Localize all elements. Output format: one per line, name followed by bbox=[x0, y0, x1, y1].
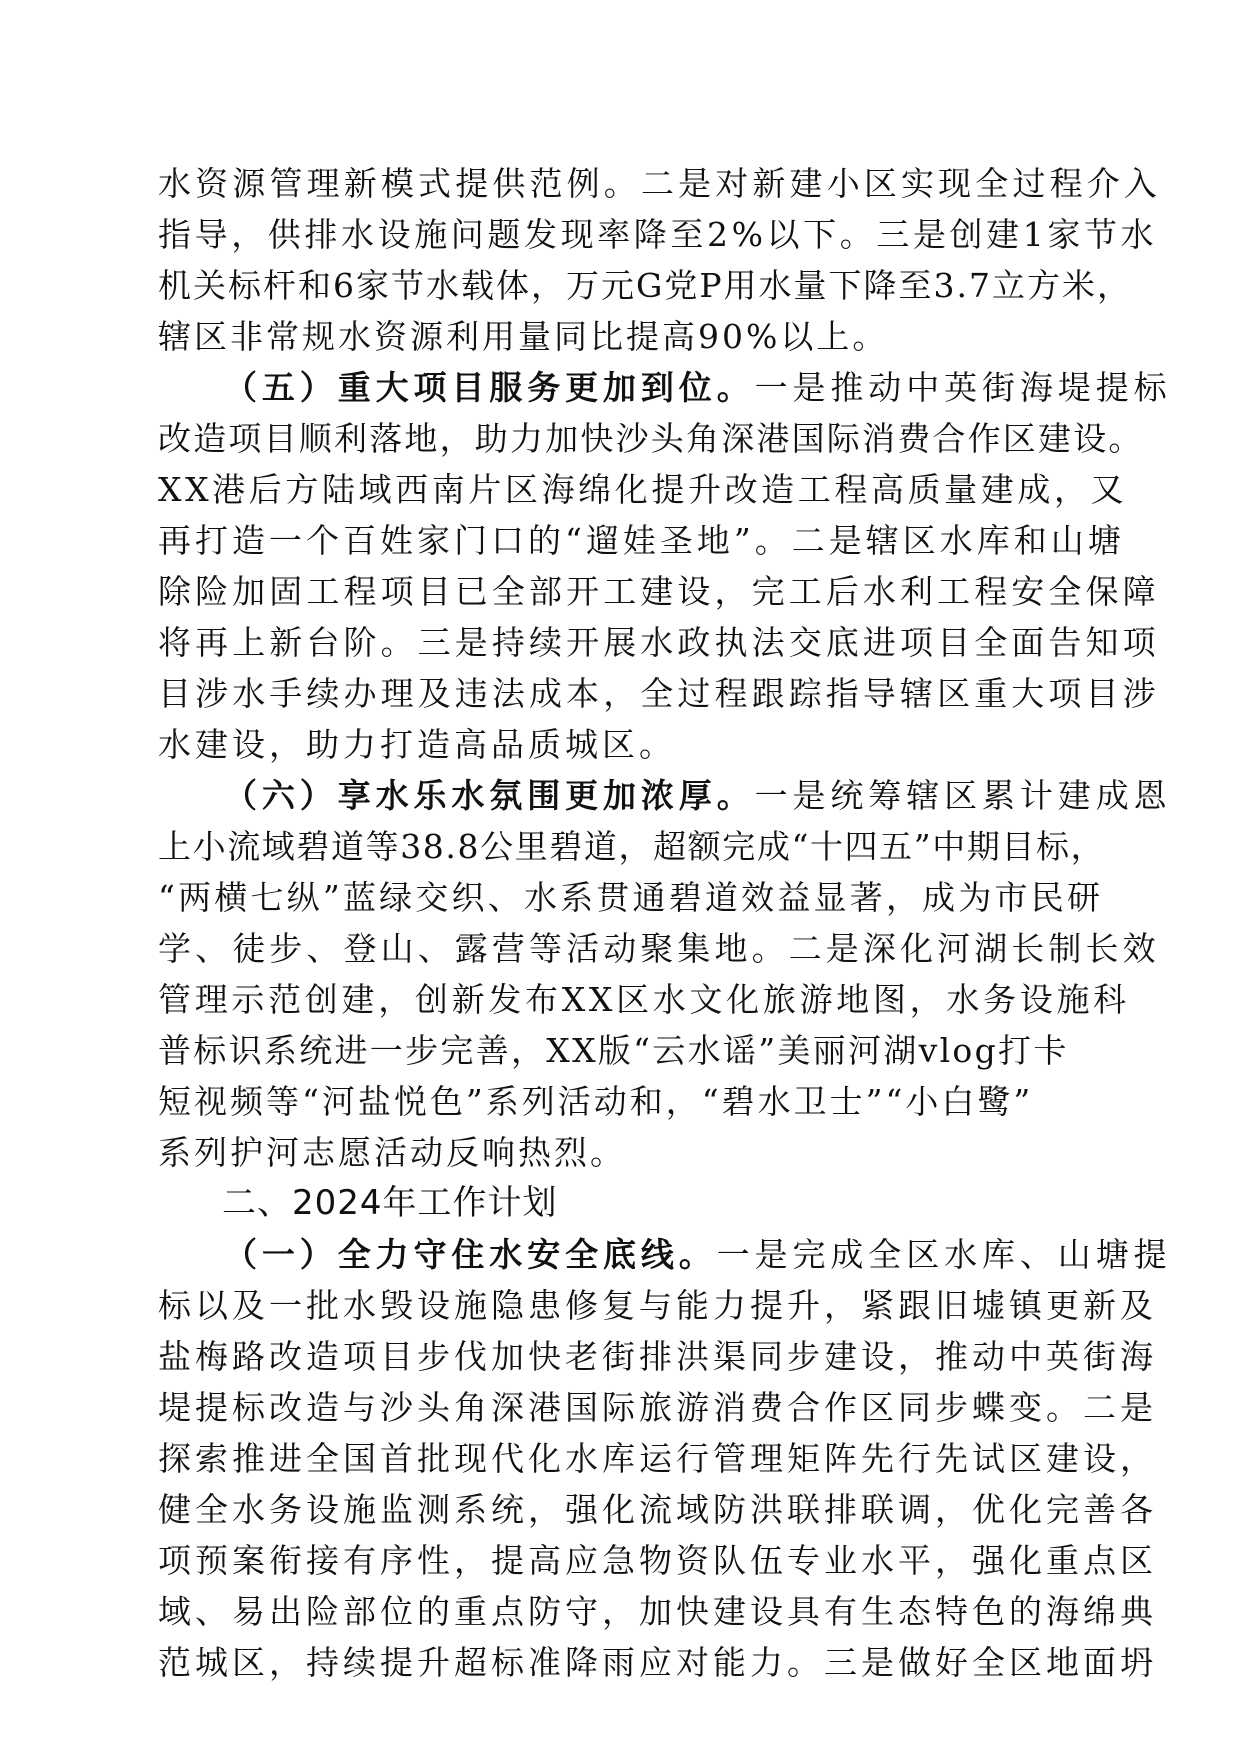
paragraph-2-line-4 bbox=[0, 515, 1240, 566]
line-text-rest: 一是统筹辖区累计建成恩 bbox=[754, 776, 1172, 815]
paragraph-3-line-4 bbox=[0, 923, 1240, 974]
line-text: 健全水务设施监测系统，强化流域防洪联排联调，优化完善各 bbox=[158, 1490, 1157, 1529]
heading-text: 二、2024年工作计划 bbox=[222, 1183, 558, 1223]
paragraph-4-line-6 bbox=[0, 1484, 1240, 1535]
line-text: 机关标杆和6家节水载体，万元G党P用水量下降至3.7立方米， bbox=[158, 266, 1133, 305]
line-text: 探索推进全国首批现代化水库运行管理矩阵先行先试区建设， bbox=[158, 1439, 1157, 1478]
line-text: 改造项目顺利落地，助力加快沙头角深港国际消费合作区建设。 bbox=[158, 419, 1144, 458]
section-heading bbox=[0, 1178, 1240, 1229]
line-text: XX港后方陆域西南片区海绵化提升改造工程高质量建成，又 bbox=[158, 470, 1128, 509]
paragraph-4-line-2 bbox=[0, 1280, 1240, 1331]
paragraph-3-line-7 bbox=[0, 1076, 1240, 1127]
paragraph-1-line-2 bbox=[0, 209, 1240, 260]
line-text: 盐梅路改造项目步伐加快老街排洪渠同步建设，推动中英街海 bbox=[158, 1337, 1157, 1376]
paragraph-4-line-1 bbox=[0, 1229, 1240, 1280]
paragraph-1-line-4 bbox=[0, 311, 1240, 362]
paragraph-1-line-1 bbox=[0, 158, 1240, 209]
line-text: 再打造一个百姓家门口的“遛娃圣地”。二是辖区水库和山塘 bbox=[158, 521, 1125, 560]
paragraph-3-line-3 bbox=[0, 872, 1240, 923]
paragraph-3-line-8 bbox=[0, 1127, 1240, 1178]
paragraph-4-line-5 bbox=[0, 1433, 1240, 1484]
line-text: 域、易出险部位的重点防守，加快建设具有生态特色的海绵典 bbox=[158, 1592, 1157, 1631]
line-text: 管理示范创建，创新发布XX区水文化旅游地图，水务设施科 bbox=[158, 980, 1130, 1019]
paragraph-2-line-1 bbox=[0, 362, 1240, 413]
line-text: 辖区非常规水资源利用量同比提高90%以上。 bbox=[158, 317, 889, 356]
line-text: 水资源管理新模式提供范例。二是对新建小区实现全过程介入 bbox=[158, 164, 1162, 203]
paragraph-2-line-2 bbox=[0, 413, 1240, 464]
paragraph-2-line-6 bbox=[0, 617, 1240, 668]
paragraph-lead: （五）重大项目服务更加到位。 bbox=[224, 368, 755, 407]
line-text: 将再上新台阶。三是持续开展水政执法交底进项目全面告知项 bbox=[158, 623, 1160, 662]
line-text: 学、徒步、登山、露营等活动聚集地。二是深化河湖长制长效 bbox=[158, 929, 1160, 968]
line-text: 堤提标改造与沙头角深港国际旅游消费合作区同步蝶变。二是 bbox=[158, 1388, 1157, 1427]
line-text bbox=[224, 1229, 1172, 1280]
line-text: 目涉水手续办理及违法成本，全过程跟踪指导辖区重大项目涉 bbox=[158, 674, 1160, 713]
line-text bbox=[224, 770, 1172, 821]
line-text: 系列护河志愿活动反响热烈。 bbox=[158, 1133, 626, 1172]
line-text: 项预案衔接有序性，提高应急物资队伍专业水平，强化重点区 bbox=[158, 1541, 1157, 1580]
paragraph-2-line-7 bbox=[0, 668, 1240, 719]
line-text: 指导，供排水设施问题发现率降至2%以下。三是创建1家节水 bbox=[158, 215, 1158, 254]
paragraph-4-line-4 bbox=[0, 1382, 1240, 1433]
line-text: 水建设，助力打造高品质城区。 bbox=[158, 725, 676, 764]
paragraph-4-line-9 bbox=[0, 1637, 1240, 1688]
line-text: “两横七纵”蓝绿交织、水系贯通碧道效益显著，成为市民研 bbox=[158, 878, 1104, 917]
line-text bbox=[224, 362, 1172, 413]
line-text: 范城区，持续提升超标准降雨应对能力。三是做好全区地面坍 bbox=[158, 1643, 1157, 1682]
paragraph-2-line-8 bbox=[0, 719, 1240, 770]
paragraph-1-line-3 bbox=[0, 260, 1240, 311]
line-text: 普标识系统进一步完善，XX版“云水谣”美丽河湖vlog打卡 bbox=[158, 1031, 1069, 1070]
paragraph-3-line-5 bbox=[0, 974, 1240, 1025]
paragraph-4-line-8 bbox=[0, 1586, 1240, 1637]
paragraph-lead: （一）全力守住水安全底线。 bbox=[224, 1235, 717, 1274]
line-text: 上小流域碧道等38.8公里碧道，超额完成“十四五”中期目标， bbox=[158, 827, 1106, 866]
line-text-rest: 一是完成全区水库、山塘提 bbox=[716, 1235, 1172, 1274]
line-text: 标以及一批水毁设施隐患修复与能力提升，紧跟旧墟镇更新及 bbox=[158, 1286, 1157, 1325]
line-text-rest: 一是推动中英街海堤提标 bbox=[754, 368, 1172, 407]
paragraph-2-line-3 bbox=[0, 464, 1240, 515]
paragraph-lead: （六）享水乐水氛围更加浓厚。 bbox=[224, 776, 755, 815]
paragraph-3-line-1 bbox=[0, 770, 1240, 821]
line-text: 短视频等“河盐悦色”系列活动和，“碧水卫士”“小白鹭” bbox=[158, 1082, 1034, 1121]
paragraph-4-line-7 bbox=[0, 1535, 1240, 1586]
paragraph-3-line-6 bbox=[0, 1025, 1240, 1076]
paragraph-2-line-5 bbox=[0, 566, 1240, 617]
paragraph-4-line-3 bbox=[0, 1331, 1240, 1382]
line-text: 除险加固工程项目已全部开工建设，完工后水利工程安全保障 bbox=[158, 572, 1160, 611]
paragraph-3-line-2 bbox=[0, 821, 1240, 872]
